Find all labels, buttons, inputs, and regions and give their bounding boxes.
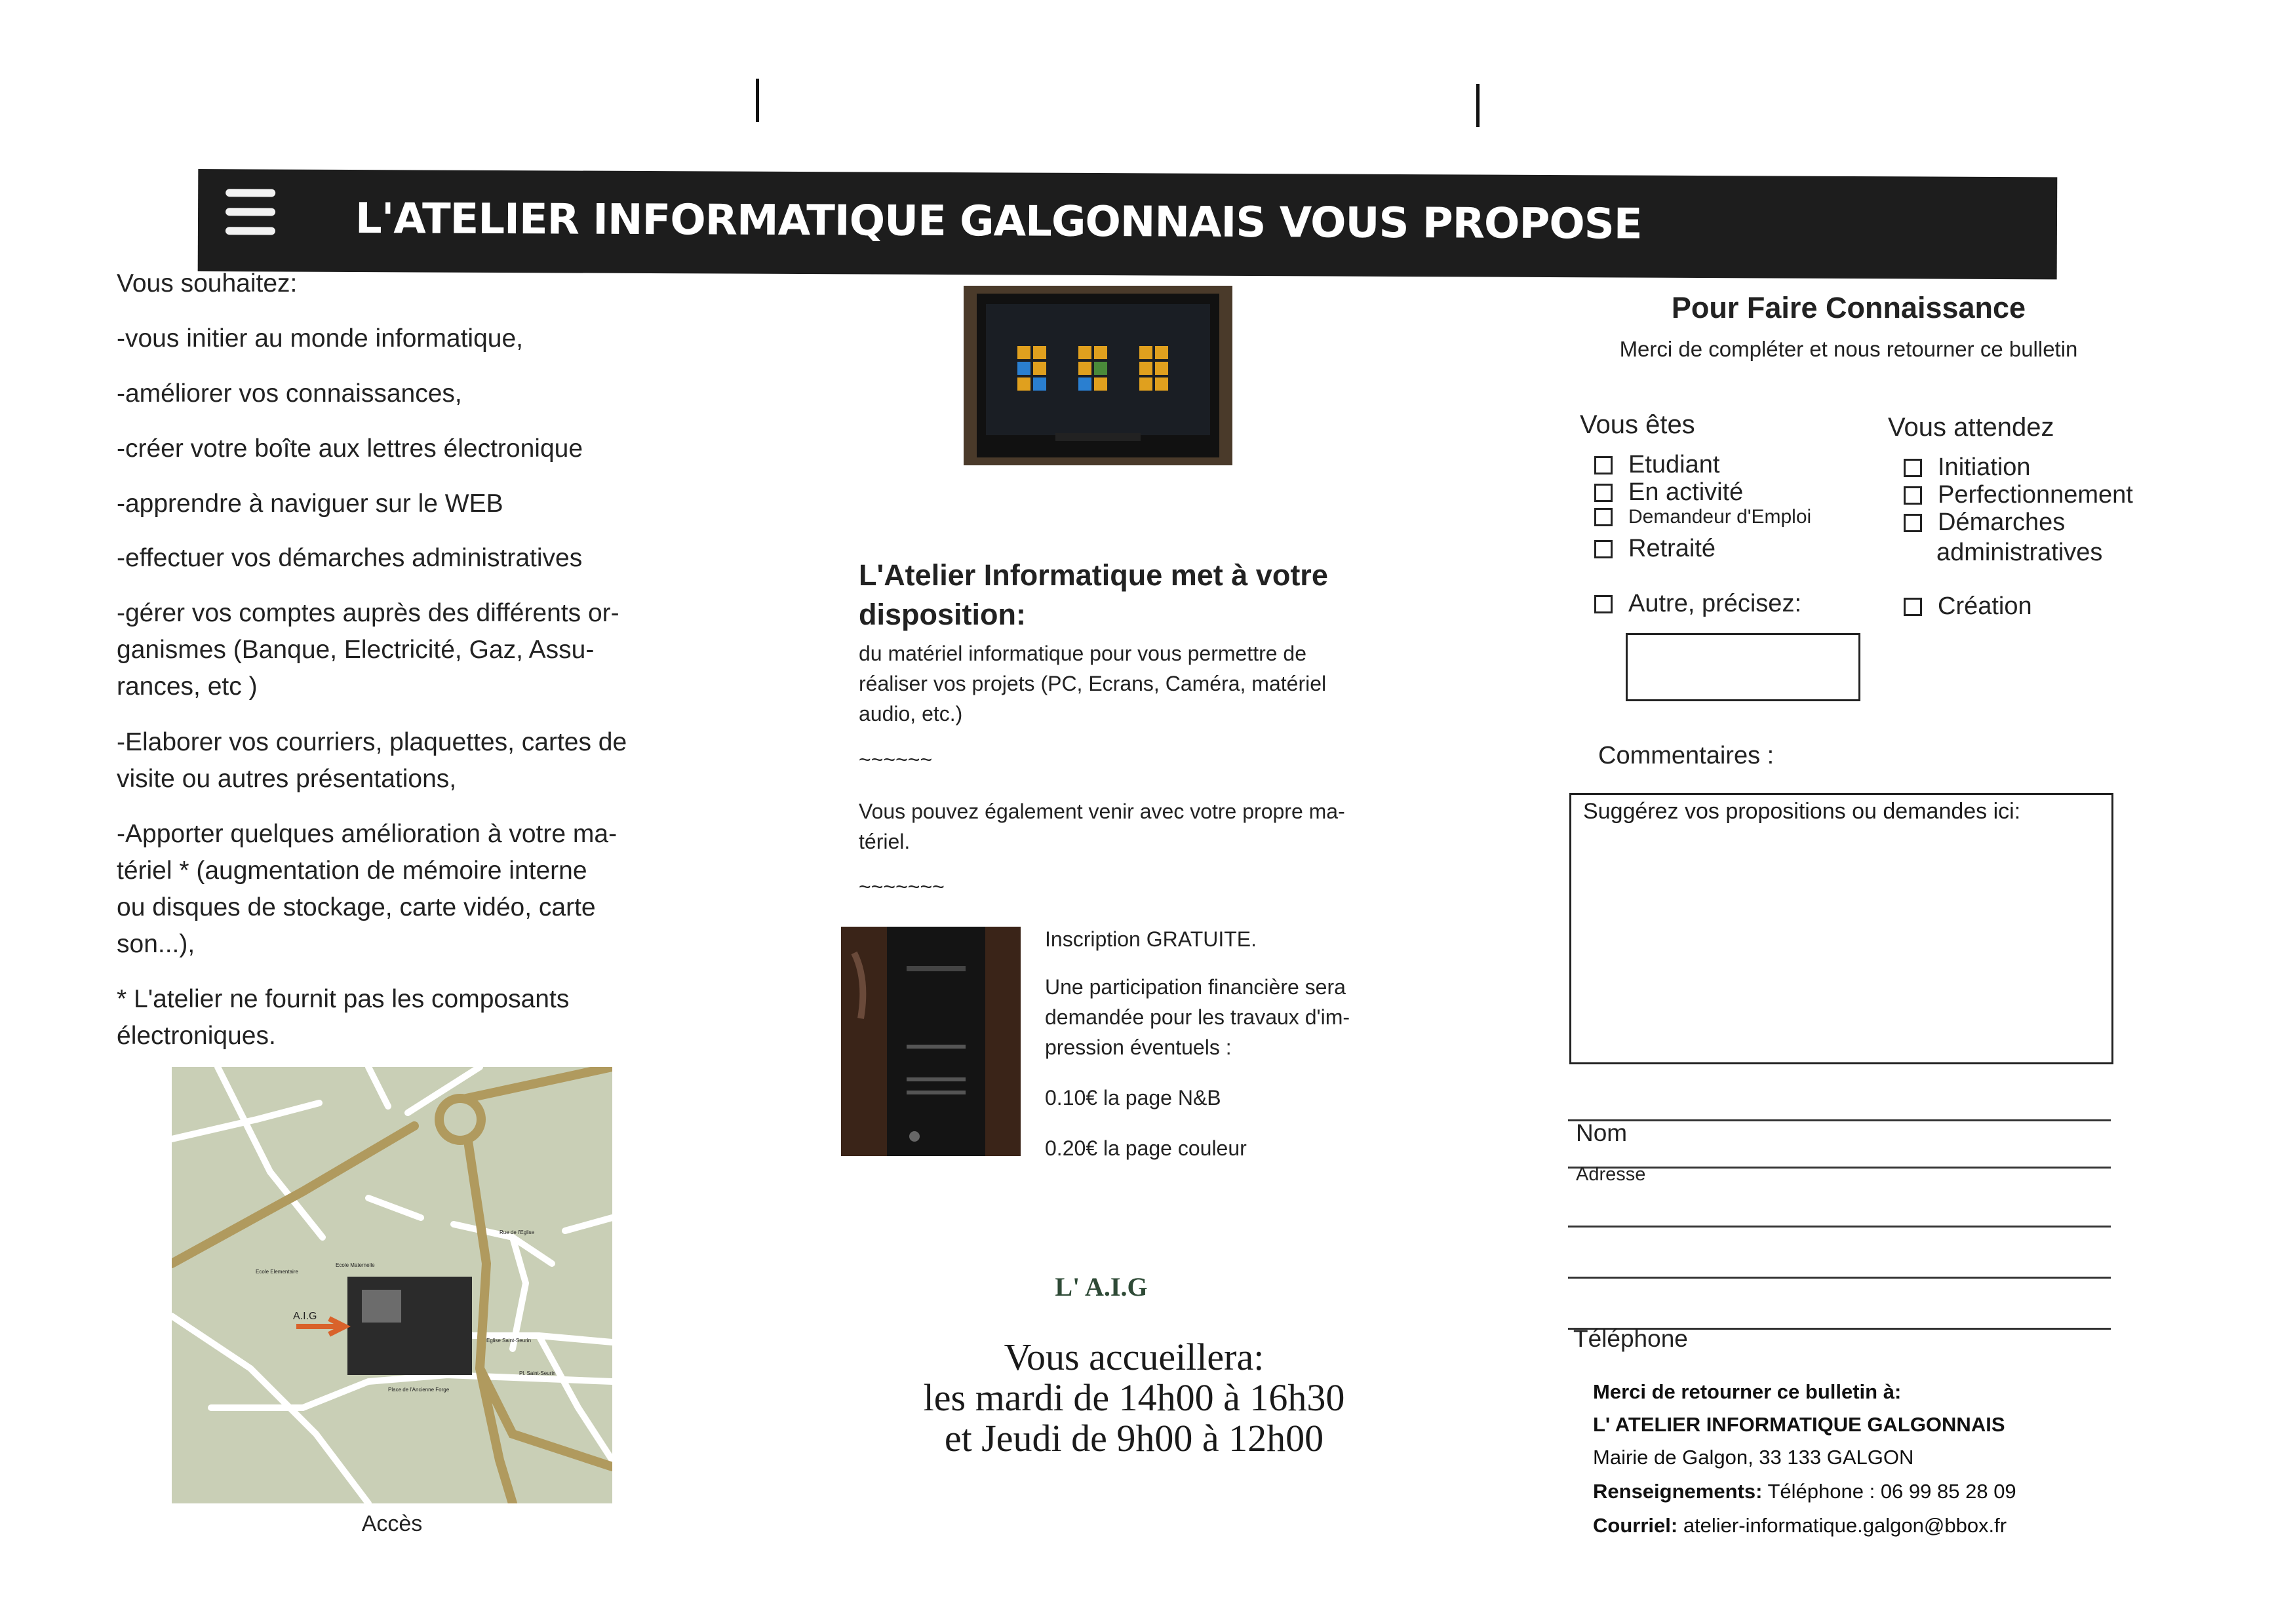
opening-hours-line: Vous accueillera: — [1004, 1336, 1265, 1378]
checkbox-creation[interactable] — [1904, 592, 2032, 621]
list-item: -apprendre à naviguer sur le WEB — [117, 490, 503, 518]
contact-email-value[interactable]: atelier-informatique.galgon@bbox.fr — [1683, 1514, 2007, 1537]
map-label: Place de l'Ancienne Forge — [388, 1387, 450, 1393]
contact-phone — [1593, 1480, 2016, 1503]
opening-hours-line: les mardi de 14h00 à 16h30 — [923, 1376, 1345, 1419]
list-item: tériel * (augmentation de mémoire interne — [117, 857, 587, 885]
intro-text: Vous souhaitez: — [117, 269, 298, 298]
checkbox-box[interactable] — [1594, 508, 1613, 526]
tower-bay — [907, 1091, 966, 1094]
middle-text: Vous pouvez également venir avec votre propre ma- — [859, 800, 1345, 823]
list-item: -vous initier au monde informatique, — [117, 324, 523, 353]
middle-heading: L'Atelier Informatique met à votre — [859, 558, 1328, 592]
checkbox-box[interactable] — [1904, 459, 1922, 477]
power-button-icon — [909, 1131, 920, 1142]
list-item: -améliorer vos connaissances, — [117, 379, 462, 408]
footnote: électroniques. — [117, 1022, 276, 1050]
opening-hours — [839, 1337, 1429, 1459]
map-caption: Accès — [361, 1511, 423, 1536]
checkbox-initiation[interactable] — [1904, 454, 2031, 482]
map-label: Pl. Saint-Seurin — [519, 1370, 556, 1376]
checkbox-box[interactable] — [1594, 484, 1613, 502]
opening-hours-line: et Jeudi de 9h00 à 12h00 — [944, 1417, 1324, 1460]
checkbox-en-activite[interactable] — [1594, 478, 1743, 507]
participation-text: demandée pour les travaux d'im- — [1045, 1005, 1350, 1029]
checkbox-retraite[interactable] — [1594, 535, 1716, 563]
middle-text: du matériel informatique pour vous permettre de — [859, 642, 1307, 665]
checkbox-perfectionnement[interactable] — [1904, 481, 2133, 509]
form-title: Pour Faire Connaissance — [1671, 291, 2026, 324]
computer-tower-photo — [841, 927, 1021, 1156]
checkbox-box[interactable] — [1904, 514, 1922, 532]
map-label-aig: A.I.G — [293, 1311, 317, 1322]
checkbox-box[interactable] — [1594, 456, 1613, 474]
header-banner — [198, 169, 2058, 279]
checkbox-label: Création — [1938, 592, 2032, 620]
menu-icon — [226, 189, 275, 235]
checkbox-label: Retraité — [1628, 535, 1716, 562]
contact-org: L' ATELIER INFORMATIQUE GALGONNAIS — [1593, 1413, 2005, 1436]
checkbox-label: Démarches — [1938, 509, 2066, 536]
inscription-text: Inscription GRATUITE. — [1045, 927, 1257, 951]
fold-mark-right — [1476, 84, 1480, 127]
list-item: -effectuer vos démarches administratives — [117, 544, 583, 572]
autre-input-field[interactable] — [1626, 633, 1860, 701]
map-label: Ecole Maternelle — [336, 1262, 375, 1268]
comments-label: Commentaires : — [1598, 742, 1775, 769]
tower-bay — [907, 966, 966, 971]
contact-address: Mairie de Galgon, 33 133 GALGON — [1593, 1446, 1914, 1469]
checkbox-label: Autre, précisez: — [1628, 590, 1801, 617]
form-line — [1568, 1119, 2111, 1121]
checkbox-box[interactable] — [1594, 540, 1613, 558]
middle-text: tériel. — [859, 830, 911, 853]
checkbox-label: Etudiant — [1628, 451, 1720, 478]
checkbox-label: En activité — [1628, 478, 1744, 506]
separator: ~~~~~~~ — [859, 875, 945, 899]
aig-title: L' A.I.G — [1055, 1272, 1148, 1302]
checkbox-box[interactable] — [1904, 486, 1922, 505]
checkbox-label: Initiation — [1938, 454, 2031, 481]
contact-phone-prefix: Renseignements: — [1593, 1480, 1763, 1503]
checkbox-demandeur-emploi[interactable] — [1594, 506, 1811, 528]
list-item: ou disques de stockage, carte vidéo, carte — [117, 893, 596, 921]
list-item: visite ou autres présentations, — [117, 765, 457, 793]
comments-placeholder: Suggérez vos propositions ou demandes ici: — [1583, 799, 2021, 824]
middle-text: réaliser vos projets (PC, Ecrans, Caméra, matériel — [859, 672, 1327, 695]
form-subtitle: Merci de compléter et nous retourner ce bulletin — [1619, 337, 2078, 361]
banner-title: L'ATELIER INFORMATIQUE GALGONNAIS VOUS PROPOSE — [355, 195, 1642, 249]
contact-phone-value: Téléphone : 06 99 85 28 09 — [1767, 1480, 2016, 1503]
checkbox-label: Perfectionnement — [1938, 481, 2133, 509]
contact-intro: Merci de retourner ce bulletin à: — [1593, 1380, 1902, 1403]
list-item: -gérer vos comptes auprès des différents or- — [117, 599, 619, 627]
price-color: 0.20€ la page couleur — [1045, 1136, 1247, 1160]
map-label: Ecole Elementaire — [256, 1269, 298, 1275]
list-item: -créer votre boîte aux lettres électronique — [117, 435, 583, 463]
fold-mark-left — [756, 79, 759, 122]
separator: ~~~~~~ — [859, 748, 933, 771]
monitor-photo — [964, 286, 1232, 465]
nom-label: Nom — [1576, 1119, 1628, 1146]
checkbox-box[interactable] — [1904, 598, 1922, 616]
map-roundabout — [439, 1098, 481, 1140]
map-building-detail — [362, 1290, 401, 1323]
list-item: ganismes (Banque, Electricité, Gaz, Assu- — [117, 636, 595, 664]
participation-text: pression éventuels : — [1045, 1035, 1232, 1059]
checkbox-label-continued: administratives — [1936, 539, 2103, 566]
participation-text: Une participation financière sera — [1045, 975, 1346, 999]
footnote: * L'atelier ne fournit pas les composants — [117, 985, 570, 1013]
contact-email-prefix: Courriel: — [1593, 1514, 1678, 1537]
list-item: son...), — [117, 930, 195, 958]
adresse-field[interactable] — [1568, 1277, 2111, 1279]
middle-heading: disposition: — [859, 598, 1026, 631]
adresse-field[interactable] — [1568, 1226, 2111, 1228]
checkbox-demarches[interactable] — [1904, 509, 2065, 537]
monitor-stand — [1055, 433, 1141, 441]
list-item: rances, etc ) — [117, 672, 258, 701]
tower-bay — [907, 1077, 966, 1081]
map-label: Eglise Saint-Seurin — [486, 1338, 532, 1344]
tower-bay — [907, 1045, 966, 1049]
telephone-label: Téléphone — [1573, 1325, 1688, 1352]
list-item: -Elaborer vos courriers, plaquettes, cartes de — [117, 728, 627, 756]
map-label: Rue de l'Eglise — [500, 1229, 535, 1235]
checkbox-label: Demandeur d'Emploi — [1628, 506, 1812, 528]
adresse-label: Adresse — [1576, 1164, 1646, 1185]
list-item: -Apporter quelques amélioration à votre ma- — [117, 820, 618, 848]
comments-textarea[interactable] — [1569, 793, 2113, 1064]
tower-case — [887, 927, 985, 1156]
checkbox-autre[interactable] — [1594, 590, 1801, 618]
vous-etes-label: Vous êtes — [1580, 410, 1695, 439]
checkbox-box[interactable] — [1594, 595, 1613, 613]
price-bw: 0.10€ la page N&B — [1045, 1086, 1221, 1110]
middle-text: audio, etc.) — [859, 702, 963, 725]
contact-email — [1593, 1514, 2007, 1537]
access-map — [172, 1067, 612, 1503]
checkbox-etudiant[interactable] — [1594, 451, 1719, 479]
vous-attendez-label: Vous attendez — [1888, 413, 2054, 442]
nom-field[interactable] — [1568, 1167, 2111, 1169]
